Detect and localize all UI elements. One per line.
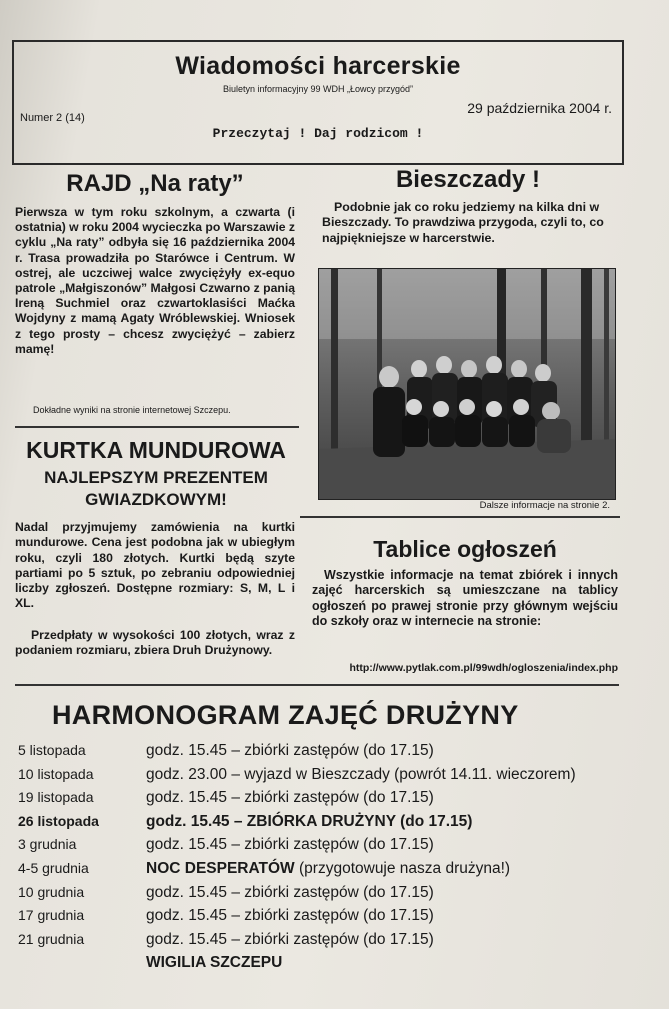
divider <box>15 684 619 686</box>
schedule-date: 26 listopada <box>18 812 99 829</box>
issue-date: 29 października 2004 r. <box>467 100 612 116</box>
tablice-heading: Tablice ogłoszeń <box>373 536 557 562</box>
schedule-date: 5 listopada <box>18 742 86 758</box>
group-photo <box>318 268 616 500</box>
schedule-row <box>10 858 650 882</box>
schedule-row <box>10 764 650 788</box>
schedule-event: godz. 15.45 – zbiórki zastępów (do 17.15) <box>146 930 434 948</box>
kurtka-body: Nadal przyjmujemy zamówienia na kurtki mundurowe. Cena jest podobna jak w ubiegłym roku, czyli 180 złotych. Kurtki będą szyte partiami po 5 sztuk, po zebraniu odpowiedniej liczby zgłoszeń. Dostępne rozmiary: S, M, L i XL. <box>15 520 295 611</box>
schedule-event: WIGILIA SZCZEPU <box>146 954 283 972</box>
rajd-heading: RAJD „Na raty” <box>66 170 244 197</box>
schedule-date: 19 listopada <box>18 789 94 806</box>
bieszczady-heading: Bieszczady ! <box>395 166 541 193</box>
schedule-row <box>10 740 650 764</box>
tablice-body: Wszystkie informacje na temat zbiórek i innych zajęć harcerskich są umieszczane na tablicy ogłoszeń po prawej stronie przy głównym wejściu do szkoły oraz w internecie na stronie: <box>312 568 618 629</box>
schedule-date: 17 grudnia <box>18 907 85 924</box>
schedule-date: 10 listopada <box>18 765 94 782</box>
photo-caption: Dalsze informacje na stronie 2. <box>479 500 610 511</box>
schedule-row <box>10 952 650 976</box>
schedule-event: godz. 15.45 – ZBIÓRKA DRUŻYNY (do 17.15) <box>146 812 473 830</box>
kurtka-payment: Przedpłaty w wysokości 100 złotych, wraz z podaniem rozmiaru, zbiera Druh Drużynowy. <box>15 628 295 658</box>
tablice-url: http://www.pytlak.com.pl/99wdh/ogloszenia/index.php <box>349 662 618 674</box>
schedule-row <box>10 905 650 929</box>
kurtka-heading: KURTKA MUNDUROWA <box>26 437 286 463</box>
schedule-event: godz. 15.45 – zbiórki zastępów (do 17.15) <box>146 836 434 854</box>
divider <box>15 426 299 428</box>
schedule-event <box>146 860 646 878</box>
schedule-row <box>10 882 650 906</box>
schedule-heading: HARMONOGRAM ZAJĘĆ DRUŻYNY <box>52 700 519 730</box>
newsletter-title: Wiadomości harcerskie <box>175 52 461 80</box>
schedule-event: godz. 15.45 – zbiórki zastępów (do 17.15) <box>146 883 434 901</box>
schedule-row <box>10 834 650 858</box>
divider <box>300 516 620 518</box>
bieszczady-body: Podobnie jak co roku jedziemy na kilka dni w Bieszczady. To prawdziwa przygoda, czyli to, co najpiękniejsze w harcerstwie. <box>322 200 604 245</box>
schedule-date: 3 grudnia <box>18 836 77 853</box>
schedule-table <box>10 740 650 976</box>
schedule-event: godz. 23.00 – wyjazd w Bieszczady (powrót 14.11. wieczorem) <box>146 765 576 783</box>
schedule-event: godz. 15.45 – zbiórki zastępów (do 17.15) <box>146 907 434 925</box>
schedule-event-highlight: NOC DESPERATÓW <box>146 859 295 877</box>
rajd-body: Pierwsza w tym roku szkolnym, a czwarta (i ostatnia) w roku 2004 wycieczka po Warszawie z cyklu „Na raty” odbyła się 16 października 2004 r. Trasa prowadziła po Starówce i Centrum. W ostrej, ale uczciwej walce zwyciężyły ex-equo patrole „Małgiszonów” Małgosi Czwarno z panią Ireną Suchmiel oraz czwartoklasiści Maćka Wojdyny z mamą Agaty Wróblewskiej. Wniosek z tego prosty – chcesz zwyciężyć – zabierz mamę! <box>15 205 295 356</box>
schedule-date: 10 grudnia <box>18 883 85 900</box>
schedule-row <box>10 787 650 811</box>
schedule-event-rest: (przygotowuje nasza drużyna!) <box>294 859 511 877</box>
newsletter-subtitle: Biuletyn informacyjny 99 WDH „Łowcy przygód” <box>222 84 414 94</box>
schedule-row <box>10 811 650 835</box>
schedule-date: 4-5 grudnia <box>18 859 89 876</box>
rajd-note: Dokładne wyniki na stronie internetowej Szczepu. <box>33 405 231 415</box>
slogan: Przeczytaj ! Daj rodzicom ! <box>212 126 424 141</box>
schedule-event: godz. 15.45 – zbiórki zastępów (do 17.15) <box>146 789 434 807</box>
schedule-row <box>10 929 650 953</box>
schedule-event: godz. 15.45 – zbiórki zastępów (do 17.15) <box>146 742 434 759</box>
issue-number: Numer 2 (14) <box>20 112 85 124</box>
masthead <box>12 40 624 165</box>
kurtka-subheading: NAJLEPSZYM PREZENTEM GWIAZDKOWYM! <box>44 468 268 509</box>
schedule-date: 21 grudnia <box>18 930 85 947</box>
